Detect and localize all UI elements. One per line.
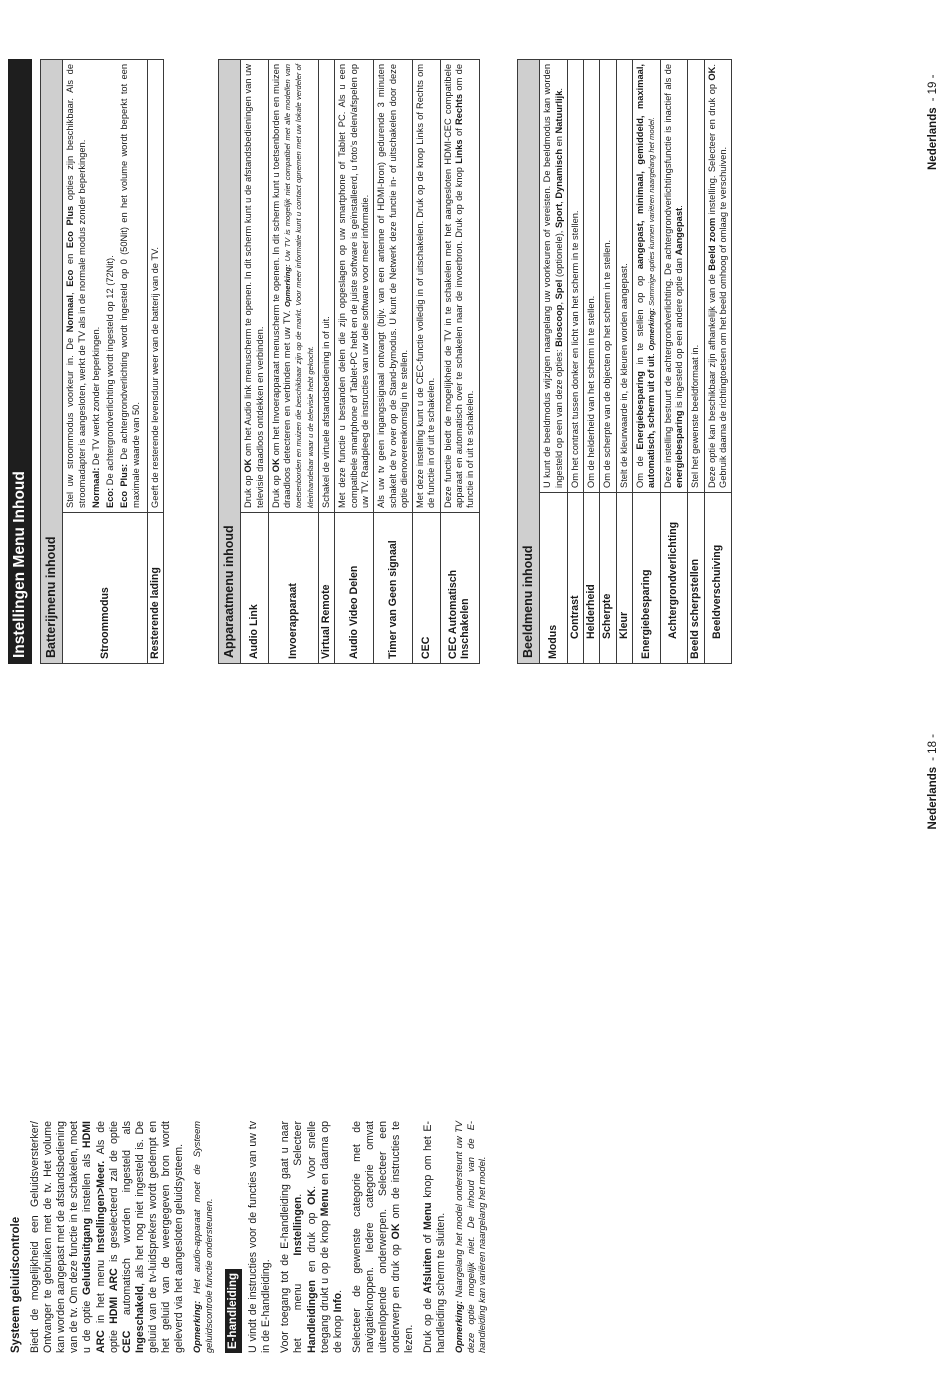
table-row (440, 60, 479, 664)
setting-description: Deze optie kan beschikbaar zijn afhankelijk van de Beeld zoom instelling. Selecteer en druk op OK. Gebruik daarna de richtingtoetsen om het beeld omhoog of omlaag te verschuiven. (704, 60, 732, 493)
page-title: Instellingen Menu Inhoud (8, 59, 32, 664)
e-manual-categories: Selecteer de gewenste categorie met de navigatieknoppen. Iedere categorie omvat uiteenlopende onderwerpen. Selecteer een onderwerp en druk op OK om de instructies te lezen. (350, 1121, 416, 1353)
picture-menu-table (517, 59, 732, 664)
setting-name: Invoerapparaat (268, 513, 318, 664)
setting-name: Beeld scherpstellen (688, 493, 704, 664)
setting-description: Deze instelling bestuurt de achtergrondverlichting. De achtergrondverlichtingsfunctie is inactief als de energiebesparing is ingesteld op een andere optie dan Aangepast. (660, 60, 688, 493)
setting-name: Energiebesparing (633, 493, 661, 664)
e-manual-access: Voor toegang tot de E-handleiding gaat u naar het menu Instellingen. Selecteer Handleidingen en druk op OK. Voor snelle toegang drukt u op de knop Menu en daarna op de knop Info. (279, 1121, 344, 1353)
table-row (268, 60, 318, 664)
e-manual-note: Opmerking: Naargelang het model ondersteunt uw TV deze optie mogelijk niet. De inhoud van de E-handleiding kan variëren naargelang het model. (454, 1121, 488, 1353)
page-footer-left (927, 734, 939, 829)
setting-name: Contrast (567, 493, 583, 664)
table-row (540, 60, 568, 664)
device-menu-title: Apparaatmenu inhoud (219, 60, 241, 664)
setting-name: Beeldverschuiving (704, 493, 732, 664)
setting-description: Druk op OK om het Audio link menuscherm te openen. In dit scherm kunt u de afstandsbedieningen van uw televisie draadloos ontdekken en verbinden. (241, 60, 269, 513)
setting-description: Om het contrast tussen donker en licht van het scherm in te stellen. (567, 60, 583, 493)
setting-name: Helderheid (584, 493, 600, 664)
setting-description: U kunt de beeldmodus wijzigen naargelang uw voorkeuren of vereisten. De beeldmodus kan worden ingesteld op een van deze opties: Bioscoop, Spel (optionele), Sport, Dynamisch en Natuurlijk. (540, 60, 568, 493)
left-page (0, 690, 950, 1379)
setting-name: Stroommodus (63, 513, 148, 664)
footer-language: Nederlands (927, 107, 939, 170)
table-row (584, 60, 600, 664)
e-manual-heading: E-handleiding (225, 1269, 242, 1353)
setting-name: Virtual Remote (319, 513, 335, 664)
setting-name: Kleur (616, 493, 632, 664)
page-number: - 19 - (927, 74, 939, 102)
setting-name: Audio Link (241, 513, 269, 664)
setting-name: Timer van Geen signaal (374, 513, 413, 664)
setting-name: Achtergrondverlichting (660, 493, 688, 664)
setting-description: Stelt de kleurwaarde in, de kleuren worden aangepast. (616, 60, 632, 493)
system-audio-body: Biedt de mogelijkheid een Geluidsversterker/ Ontvanger te gebruiken met de tv. Het volume kan worden aangepast met de afstandsbediening van de tv. Om deze functie in te schakelen, moet u de optie Geluidsuitgang instellen als HDMI ARC in het menu Instellingen>Meer. Als de optie HDMI ARC is geselecteerd zal de optie CEC automatisch worden ingesteld als Ingeschakeld, als het nog niet ingesteld is. De geluid van de tv-luidsprekers wordt gedempt en het geluid van de weergegeven bron wordt geleverd via het aangesloten geluidsysteem. (29, 1120, 186, 1353)
setting-description: Met deze instelling kunt u de CEC-functie volledig in of uitschakelen. Druk op de knop Links of Rechts om de functie in of uit te schakelen. (413, 60, 441, 513)
setting-description: Stel het gewenste beeldformaat in. (688, 60, 704, 493)
table-row (241, 60, 269, 664)
system-audio-note: Opmerking: Het audio-apparaat moet de Systeem geluidscontrole functie ondersteunen. (192, 1121, 214, 1353)
table-row (688, 60, 704, 664)
table-row (633, 60, 661, 664)
battery-menu-title: Batterijmenu inhoud (41, 60, 63, 664)
table-row (616, 60, 632, 664)
setting-description: Deze functie biedt de mogelijkheid de TV in te schakelen met het aangesloten HDMI-CEC compatibele apparaat en automatisch over te schakelen naar de invoerbron. Druk op de knop Links of Rechts om de functie in of uit te schakelen. (440, 60, 479, 513)
table-row (148, 60, 164, 664)
left-text-column (10, 1121, 495, 1353)
setting-description: Om de scherpte van de objecten op het scherm in te stellen. (600, 60, 616, 493)
setting-description: Druk op OK om het Invoerapparaat menuscherm te openen. In dit scherm kunt u toetsenborden en muizen draadloos detecteren en verbinden met uw TV. Opmerking: Uw TV is mogelijk niet compatibel met alle modellen van toetsenborden en muizen die beschikbaar zijn op de markt. Voor meer informatie kunt u contact opnemen met uw lokale verdeler of kleinhandelaar waar u de televisie hebt gekocht. (268, 60, 318, 513)
table-row (567, 60, 583, 664)
setting-description: Om de Energiebesparing in te stellen op op aangepast, minimaal, gemiddeld, maximaal, automatisch, scherm uit of uit. Opmerking: Sommige opties kunnen variëren naargelang het model. (633, 60, 661, 493)
e-manual-close: Druk op de Afsluiten of Menu knop om het E-handleiding scherm te sluiten. (422, 1121, 448, 1353)
setting-description: Om de helderheid van het scherm in te stellen. (584, 60, 600, 493)
setting-name: Modus (540, 493, 568, 664)
setting-name: Scherpte (600, 493, 616, 664)
setting-name: Resterende lading (148, 513, 164, 664)
page-footer-right (927, 75, 939, 170)
setting-name: CEC (413, 513, 441, 664)
table-row (63, 60, 148, 664)
device-menu-table (218, 59, 480, 664)
system-audio-heading: Systeem geluidscontrole (10, 1216, 22, 1353)
setting-description: Met deze functie u bestanden delen die zijn opgeslagen op uw smartphone of Tablet PC. Als u een compatibele smartphone of Tablet-PC hebt en de juiste software is geïnstalleerd, u foto's delen/afspelen op uw TV. Raadpleeg de instructies van uw dele software voor meer informatie. (335, 60, 374, 513)
table-row (335, 60, 374, 664)
table-row (413, 60, 441, 664)
picture-menu-title: Beeldmenu inhoud (518, 60, 540, 664)
table-row (660, 60, 688, 664)
page-number: - 18 - (927, 734, 939, 761)
setting-description: Stel uw stroommodus voorkeur in. De Normaal, Eco en Eco Plus opties zijn beschikbaar. Als de stroomadapter is aangesloten, werkt de TV als in de normale modus zonder beperkingen. Normaal: De TV werkt zonder beperkingen. Eco: De achtergrondverlichting wordt ingesteld op 12 (72Nit). Eco Plus: De achtergrondverlichting wordt ingesteld op 0 (50Nit) en het volume wordt beperkt tot een maximale waarde van 50. (63, 60, 148, 513)
table-row (600, 60, 616, 664)
setting-name: CEC Automatisch Inschakelen (440, 513, 479, 664)
table-row (374, 60, 413, 664)
setting-description: Geeft de resterende levensduur weer van de batterij van de TV. (148, 60, 164, 513)
setting-description: Als uw tv geen ingangssignaal ontvangt (bijv. van een antenne of HDMI-bron) gedurende 3 minuten schakelt de tv over op de Stand-bymodus. U kunt de Netwerk deze functie in- of uitschakelen door deze optie dienovereenkomstig in te stellen. (374, 60, 413, 513)
footer-language: Nederlands (927, 766, 939, 830)
table-row (319, 60, 335, 664)
setting-description: Schakel de virtuele afstandsbediening in of uit. (319, 60, 335, 513)
battery-menu-table (40, 59, 164, 664)
e-manual-intro: U vindt de instructies voor de functies van uw tv in de E-handleiding. (247, 1121, 273, 1353)
setting-name: Audio Video Delen (335, 513, 374, 664)
table-row (704, 60, 732, 664)
